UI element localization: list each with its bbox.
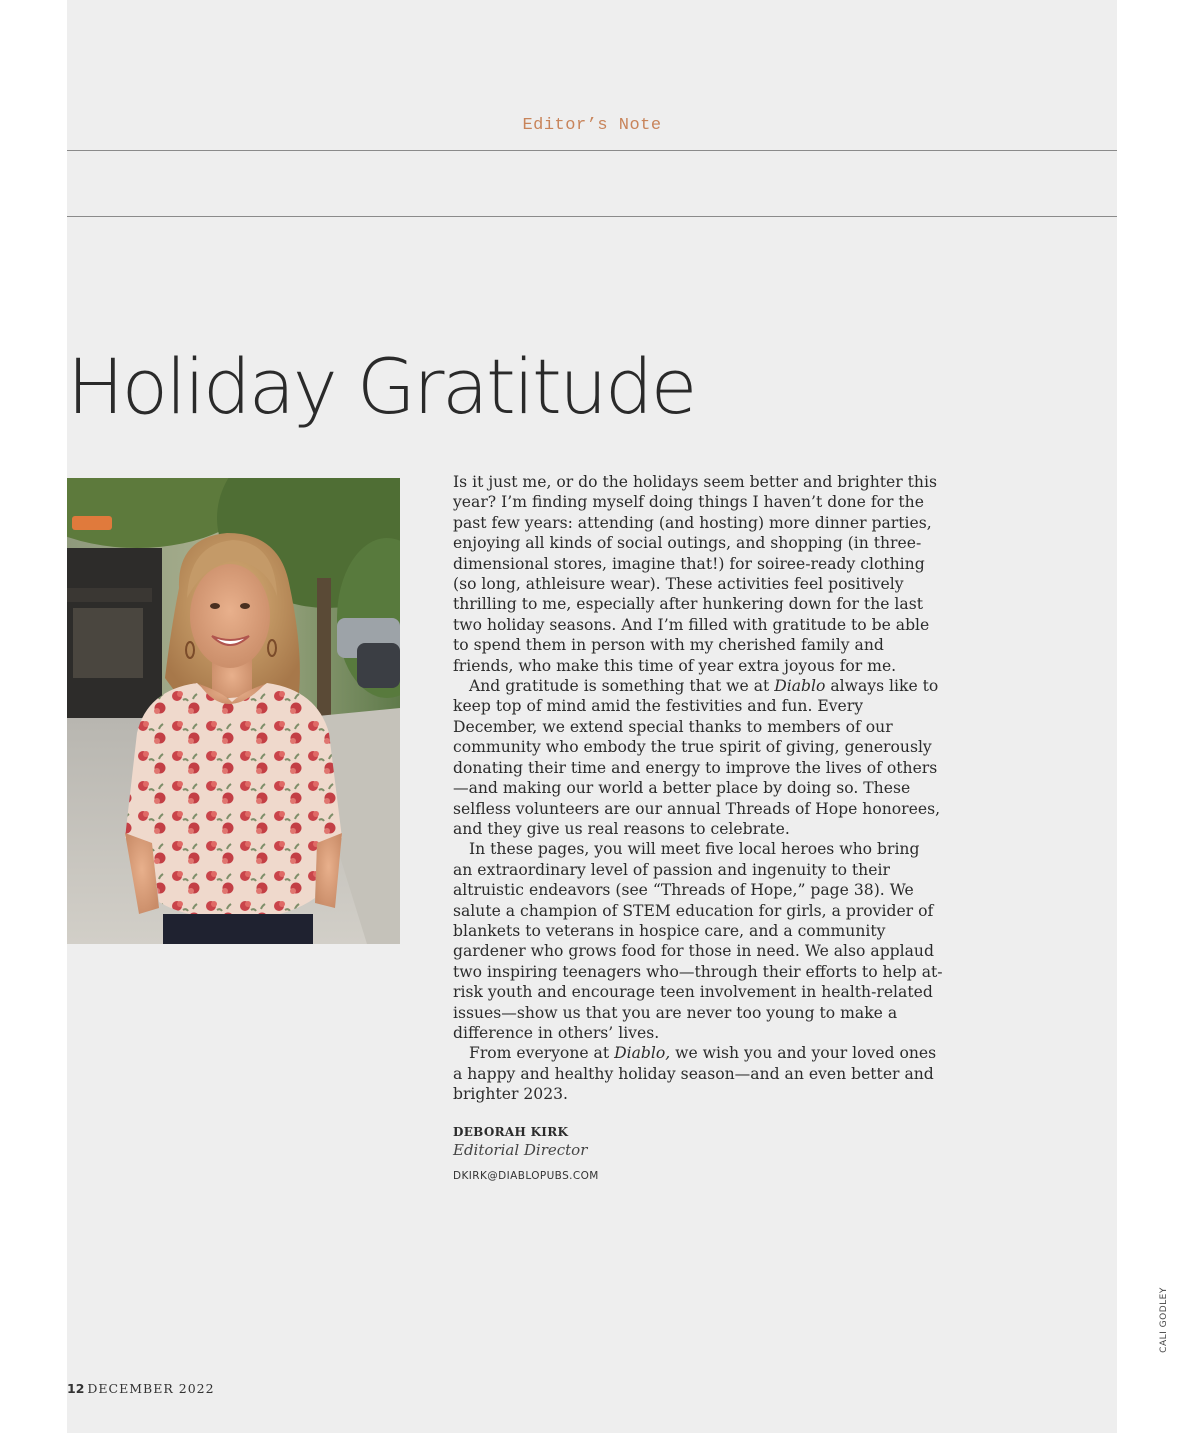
- photo-credit: CALI GODLEY: [1159, 1287, 1169, 1353]
- signature-block: [453, 1124, 853, 1182]
- paragraph-4-text-a: From everyone at: [469, 1044, 615, 1063]
- page-folio: [67, 1381, 215, 1396]
- publication-name: Diablo,: [614, 1044, 671, 1063]
- magazine-page: [67, 0, 1117, 1433]
- issue-date: DECEMBER 2022: [87, 1381, 215, 1396]
- article-headline: Holiday Gratitude: [67, 342, 695, 431]
- paragraph-3-text: In these pages, you will meet five local heroes who bring an extraordinary level of passion and ingenuity to their altruistic endeavors (see “Threads of Hope,” page 38). We salute a champion of STEM education for girls, a provider of blankets to veterans in hospice care, and a community gardener who grows food for those in need. We also applaud two inspiring teenagers who—through their efforts to help at-risk youth and encourage teen involvement in health-related issues—show us that you are never too young to make a difference in others’ lives.: [453, 840, 943, 1042]
- publication-name: Diablo: [774, 677, 826, 696]
- paragraph-4: [453, 1043, 943, 1104]
- paragraph-1: [453, 472, 943, 676]
- paragraph-2-text-b: always like to keep top of mind amid the festivities and fun. Every December, we extend special thanks to members of our community who embody the true spirit of giving, generously donating their time and energy to improve the lives of others—and making our world a better place by doing so. These selfless volunteers are our annual Threads of Hope honorees, and they give us real reasons to celebrate.: [453, 677, 941, 838]
- paragraph-2: [453, 676, 943, 839]
- page-number: 12: [67, 1381, 85, 1396]
- article-body: [453, 472, 943, 1105]
- author-name: DEBORAH KIRK: [453, 1125, 569, 1139]
- paragraph-4-text-b: we wish you and your loved ones a happy and healthy holiday season—and an even better and brighter 2023.: [453, 1044, 937, 1104]
- author-email-link[interactable]: DKIRK@DIABLOPUBS.COM: [453, 1170, 599, 1182]
- paragraph-3: [453, 839, 943, 1043]
- top-rule: [67, 150, 1117, 151]
- editor-portrait-photo: [67, 478, 400, 944]
- author-title: Editorial Director: [453, 1141, 588, 1159]
- paragraph-1-text: Is it just me, or do the holidays seem better and brighter this year? I’m finding myself doing things I haven’t done for the past few years: attending (and hosting) more dinner parties, enjoying all kinds of social outings, and shopping (in three-dimensional stores, imagine that!) for soiree-ready clothing (so long, athleisure wear). These activities feel positively thrilling to me, especially after hunkering down for the last two holiday seasons. And I’m filled with gratitude to be able to spend them in person with my cherished family and friends, who make this time of year extra joyous for me.: [453, 473, 937, 675]
- section-label: Editor’s Note: [522, 116, 662, 135]
- bottom-rule: [67, 216, 1117, 217]
- paragraph-2-text-a: And gratitude is something that we at: [469, 677, 775, 696]
